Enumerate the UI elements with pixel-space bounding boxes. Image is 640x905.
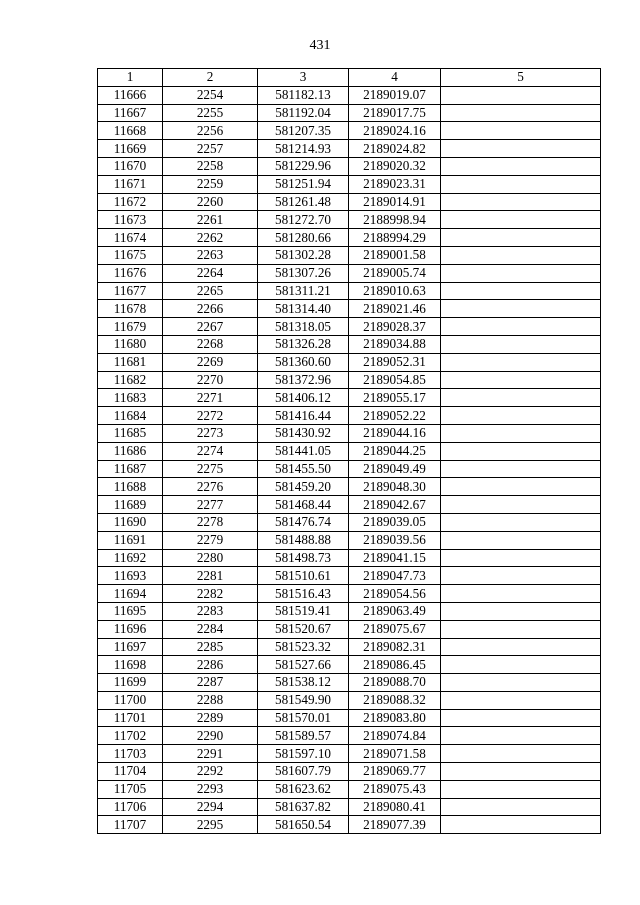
- table-cell-col-2: 2255: [163, 104, 258, 122]
- table-cell-col-2: 2256: [163, 122, 258, 140]
- table-cell-col-5: [441, 602, 601, 620]
- table-cell-col-3: 581441.05: [258, 442, 349, 460]
- table-cell-col-1: 11702: [98, 727, 163, 745]
- table-row: [98, 300, 601, 318]
- table-cell-col-3: 581251.94: [258, 175, 349, 193]
- table-cell-col-2: 2295: [163, 816, 258, 834]
- table-cell-col-3: 581280.66: [258, 229, 349, 247]
- table-row: [98, 567, 601, 585]
- table-cell-col-5: [441, 620, 601, 638]
- table-cell-col-1: 11697: [98, 638, 163, 656]
- table-cell-col-5: [441, 122, 601, 140]
- table-cell-col-4: 2189044.25: [349, 442, 441, 460]
- table-cell-col-2: 2262: [163, 229, 258, 247]
- table-cell-col-2: 2277: [163, 496, 258, 514]
- table-cell-col-4: 2189083.80: [349, 709, 441, 727]
- table-row: [98, 371, 601, 389]
- table-cell-col-4: 2189049.49: [349, 460, 441, 478]
- table-cell-col-4: 2189080.41: [349, 798, 441, 816]
- table-row: [98, 175, 601, 193]
- table-cell-col-4: 2189020.32: [349, 157, 441, 175]
- table-cell-col-1: 11675: [98, 246, 163, 264]
- table-cell-col-4: 2189071.58: [349, 745, 441, 763]
- table-cell-col-5: [441, 104, 601, 122]
- table-cell-col-3: 581623.62: [258, 780, 349, 798]
- table-cell-col-4: 2189024.16: [349, 122, 441, 140]
- table-cell-col-5: [441, 353, 601, 371]
- table-cell-col-2: 2287: [163, 674, 258, 692]
- table-cell-col-2: 2284: [163, 620, 258, 638]
- table-cell-col-2: 2288: [163, 691, 258, 709]
- table-cell-col-2: 2270: [163, 371, 258, 389]
- table-cell-col-2: 2266: [163, 300, 258, 318]
- table-cell-col-3: 581302.28: [258, 246, 349, 264]
- table-row: [98, 745, 601, 763]
- table-row: [98, 549, 601, 567]
- table-cell-col-3: 581360.60: [258, 353, 349, 371]
- table-cell-col-2: 2272: [163, 407, 258, 425]
- table-cell-col-1: 11696: [98, 620, 163, 638]
- table-cell-col-2: 2285: [163, 638, 258, 656]
- table-cell-col-4: 2189052.31: [349, 353, 441, 371]
- table-cell-col-3: 581607.79: [258, 763, 349, 781]
- table-cell-col-2: 2268: [163, 335, 258, 353]
- column-header-2: 2: [163, 69, 258, 87]
- table-cell-col-4: 2189023.31: [349, 175, 441, 193]
- table-cell-col-5: [441, 638, 601, 656]
- table-row: [98, 585, 601, 603]
- table-cell-col-4: 2188998.94: [349, 211, 441, 229]
- table-cell-col-5: [441, 264, 601, 282]
- table-cell-col-1: 11678: [98, 300, 163, 318]
- table-cell-col-1: 11691: [98, 531, 163, 549]
- table-cell-col-5: [441, 531, 601, 549]
- table-cell-col-5: [441, 745, 601, 763]
- table-cell-col-5: [441, 282, 601, 300]
- table-row: [98, 763, 601, 781]
- table-cell-col-5: [441, 175, 601, 193]
- table-row: [98, 264, 601, 282]
- table-cell-col-5: [441, 513, 601, 531]
- table-cell-col-1: 11698: [98, 656, 163, 674]
- table-cell-col-5: [441, 674, 601, 692]
- table-cell-col-1: 11684: [98, 407, 163, 425]
- table-cell-col-2: 2254: [163, 86, 258, 104]
- table-cell-col-2: 2269: [163, 353, 258, 371]
- table-cell-col-5: [441, 780, 601, 798]
- table-cell-col-2: 2278: [163, 513, 258, 531]
- table-cell-col-4: 2189039.56: [349, 531, 441, 549]
- table-row: [98, 691, 601, 709]
- table-cell-col-2: 2292: [163, 763, 258, 781]
- table-cell-col-2: 2265: [163, 282, 258, 300]
- table-cell-col-5: [441, 763, 601, 781]
- table-cell-col-2: 2267: [163, 318, 258, 336]
- table-cell-col-2: 2279: [163, 531, 258, 549]
- table-cell-col-5: [441, 460, 601, 478]
- table-cell-col-3: 581326.28: [258, 335, 349, 353]
- table-cell-col-4: 2189048.30: [349, 478, 441, 496]
- table-row: [98, 86, 601, 104]
- table-row: [98, 122, 601, 140]
- table-cell-col-1: 11671: [98, 175, 163, 193]
- table-cell-col-4: 2189034.88: [349, 335, 441, 353]
- table-cell-col-5: [441, 478, 601, 496]
- table-row: [98, 104, 601, 122]
- table-cell-col-3: 581516.43: [258, 585, 349, 603]
- table-cell-col-5: [441, 86, 601, 104]
- table-row: [98, 638, 601, 656]
- column-header-1: 1: [98, 69, 163, 87]
- table-cell-col-3: 581510.61: [258, 567, 349, 585]
- table-cell-col-1: 11688: [98, 478, 163, 496]
- table-cell-col-5: [441, 407, 601, 425]
- table-cell-col-3: 581229.96: [258, 157, 349, 175]
- table-cell-col-5: [441, 389, 601, 407]
- table-cell-col-4: 2189075.67: [349, 620, 441, 638]
- table-cell-col-1: 11704: [98, 763, 163, 781]
- table-cell-col-1: 11679: [98, 318, 163, 336]
- table-cell-col-1: 11681: [98, 353, 163, 371]
- table-cell-col-4: 2189047.73: [349, 567, 441, 585]
- table-cell-col-4: 2189054.85: [349, 371, 441, 389]
- table-row: [98, 318, 601, 336]
- table-cell-col-5: [441, 585, 601, 603]
- table-cell-col-5: [441, 335, 601, 353]
- table-row: [98, 780, 601, 798]
- table-cell-col-2: 2280: [163, 549, 258, 567]
- table-cell-col-4: 2189088.70: [349, 674, 441, 692]
- table-row: [98, 335, 601, 353]
- table-cell-col-2: 2281: [163, 567, 258, 585]
- table-body: [98, 86, 601, 833]
- table-cell-col-4: 2189069.77: [349, 763, 441, 781]
- table-row: [98, 246, 601, 264]
- table-cell-col-1: 11672: [98, 193, 163, 211]
- table-cell-col-3: 581549.90: [258, 691, 349, 709]
- table-cell-col-2: 2283: [163, 602, 258, 620]
- table-cell-col-5: [441, 318, 601, 336]
- table-cell-col-2: 2273: [163, 424, 258, 442]
- table-cell-col-5: [441, 140, 601, 158]
- table-row: [98, 140, 601, 158]
- table-cell-col-5: [441, 300, 601, 318]
- table-cell-col-4: 2189028.37: [349, 318, 441, 336]
- table-cell-col-3: 581488.88: [258, 531, 349, 549]
- table-cell-col-5: [441, 424, 601, 442]
- table-cell-col-1: 11673: [98, 211, 163, 229]
- table-cell-col-5: [441, 656, 601, 674]
- table-cell-col-3: 581589.57: [258, 727, 349, 745]
- table-cell-col-4: 2189017.75: [349, 104, 441, 122]
- table-row: [98, 727, 601, 745]
- table-cell-col-4: 2189054.56: [349, 585, 441, 603]
- table-cell-col-5: [441, 442, 601, 460]
- table-cell-col-4: 2189074.84: [349, 727, 441, 745]
- table-cell-col-3: 581523.32: [258, 638, 349, 656]
- table-cell-col-3: 581430.92: [258, 424, 349, 442]
- table-cell-col-4: 2189055.17: [349, 389, 441, 407]
- table-cell-col-4: 2189021.46: [349, 300, 441, 318]
- table-cell-col-4: 2189019.07: [349, 86, 441, 104]
- table-cell-col-4: 2189044.16: [349, 424, 441, 442]
- table-cell-col-2: 2263: [163, 246, 258, 264]
- table-row: [98, 424, 601, 442]
- table-cell-col-3: 581318.05: [258, 318, 349, 336]
- table-cell-col-4: 2189039.05: [349, 513, 441, 531]
- page-number: 431: [309, 38, 331, 53]
- table-cell-col-3: 581182.13: [258, 86, 349, 104]
- table-cell-col-1: 11669: [98, 140, 163, 158]
- table-row: [98, 496, 601, 514]
- table-cell-col-2: 2274: [163, 442, 258, 460]
- table-cell-col-4: 2188994.29: [349, 229, 441, 247]
- table-cell-col-3: 581314.40: [258, 300, 349, 318]
- table-cell-col-1: 11677: [98, 282, 163, 300]
- table-cell-col-5: [441, 691, 601, 709]
- table-cell-col-2: 2286: [163, 656, 258, 674]
- table-cell-col-5: [441, 549, 601, 567]
- table-cell-col-4: 2189041.15: [349, 549, 441, 567]
- table-cell-col-2: 2259: [163, 175, 258, 193]
- table-cell-col-4: 2189005.74: [349, 264, 441, 282]
- table-row: [98, 353, 601, 371]
- table-cell-col-3: 581498.73: [258, 549, 349, 567]
- table-cell-col-3: 581214.93: [258, 140, 349, 158]
- table-cell-col-3: 581406.12: [258, 389, 349, 407]
- table-cell-col-4: 2189052.22: [349, 407, 441, 425]
- table-cell-col-1: 11667: [98, 104, 163, 122]
- table-cell-col-3: 581459.20: [258, 478, 349, 496]
- table-cell-col-1: 11682: [98, 371, 163, 389]
- table-cell-col-1: 11695: [98, 602, 163, 620]
- table-cell-col-2: 2293: [163, 780, 258, 798]
- table-cell-col-3: 581520.67: [258, 620, 349, 638]
- table-row: [98, 816, 601, 834]
- table-cell-col-1: 11670: [98, 157, 163, 175]
- table-cell-col-1: 11674: [98, 229, 163, 247]
- table-row: [98, 798, 601, 816]
- table-cell-col-1: 11687: [98, 460, 163, 478]
- table-cell-col-2: 2257: [163, 140, 258, 158]
- table-cell-col-5: [441, 816, 601, 834]
- table-cell-col-3: 581519.41: [258, 602, 349, 620]
- table-cell-col-4: 2189042.67: [349, 496, 441, 514]
- table-cell-col-1: 11693: [98, 567, 163, 585]
- table-cell-col-1: 11701: [98, 709, 163, 727]
- table-row: [98, 602, 601, 620]
- column-header-5: 5: [441, 69, 601, 87]
- table-cell-col-3: 581570.01: [258, 709, 349, 727]
- table-cell-col-4: 2189077.39: [349, 816, 441, 834]
- table-cell-col-3: 581311.21: [258, 282, 349, 300]
- table-cell-col-1: 11685: [98, 424, 163, 442]
- column-header-3: 3: [258, 69, 349, 87]
- table-cell-col-5: [441, 798, 601, 816]
- table-cell-col-5: [441, 371, 601, 389]
- table-cell-col-3: 581527.66: [258, 656, 349, 674]
- table-cell-col-2: 2276: [163, 478, 258, 496]
- table-row: [98, 620, 601, 638]
- table-cell-col-2: 2289: [163, 709, 258, 727]
- table-row: [98, 193, 601, 211]
- table-cell-col-5: [441, 709, 601, 727]
- table-row: [98, 656, 601, 674]
- table-cell-col-3: 581192.04: [258, 104, 349, 122]
- table-cell-col-4: 2189075.43: [349, 780, 441, 798]
- table-cell-col-2: 2291: [163, 745, 258, 763]
- table-row: [98, 282, 601, 300]
- table-cell-col-3: 581455.50: [258, 460, 349, 478]
- table-cell-col-2: 2294: [163, 798, 258, 816]
- table-cell-col-2: 2264: [163, 264, 258, 282]
- table-cell-col-1: 11694: [98, 585, 163, 603]
- table-cell-col-5: [441, 496, 601, 514]
- table-cell-col-4: 2189001.58: [349, 246, 441, 264]
- table-cell-col-3: 581637.82: [258, 798, 349, 816]
- table-cell-col-1: 11706: [98, 798, 163, 816]
- table-row: [98, 674, 601, 692]
- table-cell-col-3: 581372.96: [258, 371, 349, 389]
- table-cell-col-3: 581207.35: [258, 122, 349, 140]
- table-cell-col-3: 581272.70: [258, 211, 349, 229]
- table-row: [98, 478, 601, 496]
- table-cell-col-1: 11686: [98, 442, 163, 460]
- table-cell-col-3: 581538.12: [258, 674, 349, 692]
- table-cell-col-5: [441, 727, 601, 745]
- table-cell-col-1: 11680: [98, 335, 163, 353]
- table-cell-col-4: 2189014.91: [349, 193, 441, 211]
- table-cell-col-4: 2189063.49: [349, 602, 441, 620]
- table-cell-col-5: [441, 229, 601, 247]
- table-row: [98, 531, 601, 549]
- table-cell-col-1: 11705: [98, 780, 163, 798]
- table-cell-col-2: 2290: [163, 727, 258, 745]
- table-row: [98, 211, 601, 229]
- table-cell-col-1: 11690: [98, 513, 163, 531]
- table-cell-col-2: 2275: [163, 460, 258, 478]
- table-cell-col-1: 11689: [98, 496, 163, 514]
- table-cell-col-3: 581650.54: [258, 816, 349, 834]
- table-cell-col-5: [441, 157, 601, 175]
- table-cell-col-2: 2282: [163, 585, 258, 603]
- column-header-4: 4: [349, 69, 441, 87]
- coordinates-table: [97, 68, 601, 834]
- table-cell-col-3: 581597.10: [258, 745, 349, 763]
- table-row: [98, 389, 601, 407]
- table-row: [98, 460, 601, 478]
- table-cell-col-4: 2189024.82: [349, 140, 441, 158]
- table-cell-col-5: [441, 211, 601, 229]
- table-cell-col-4: 2189082.31: [349, 638, 441, 656]
- table-cell-col-3: 581476.74: [258, 513, 349, 531]
- table-cell-col-2: 2260: [163, 193, 258, 211]
- table-row: [98, 513, 601, 531]
- table-cell-col-4: 2189010.63: [349, 282, 441, 300]
- table-cell-col-2: 2261: [163, 211, 258, 229]
- table-cell-col-2: 2271: [163, 389, 258, 407]
- table-cell-col-1: 11676: [98, 264, 163, 282]
- table-cell-col-5: [441, 246, 601, 264]
- table-row: [98, 709, 601, 727]
- header-row: [98, 69, 601, 87]
- table-row: [98, 157, 601, 175]
- table-cell-col-3: 581416.44: [258, 407, 349, 425]
- table-cell-col-1: 11703: [98, 745, 163, 763]
- table-row: [98, 442, 601, 460]
- table-row: [98, 229, 601, 247]
- table-row: [98, 407, 601, 425]
- table-cell-col-1: 11700: [98, 691, 163, 709]
- table-cell-col-2: 2258: [163, 157, 258, 175]
- table-cell-col-1: 11699: [98, 674, 163, 692]
- table-cell-col-1: 11692: [98, 549, 163, 567]
- table-cell-col-1: 11666: [98, 86, 163, 104]
- table-cell-col-4: 2189088.32: [349, 691, 441, 709]
- table-cell-col-5: [441, 567, 601, 585]
- table-cell-col-3: 581261.48: [258, 193, 349, 211]
- table-header: [98, 69, 601, 87]
- table-cell-col-3: 581468.44: [258, 496, 349, 514]
- table-cell-col-1: 11683: [98, 389, 163, 407]
- table-cell-col-1: 11707: [98, 816, 163, 834]
- table-cell-col-4: 2189086.45: [349, 656, 441, 674]
- table-cell-col-5: [441, 193, 601, 211]
- table-cell-col-1: 11668: [98, 122, 163, 140]
- table-cell-col-3: 581307.26: [258, 264, 349, 282]
